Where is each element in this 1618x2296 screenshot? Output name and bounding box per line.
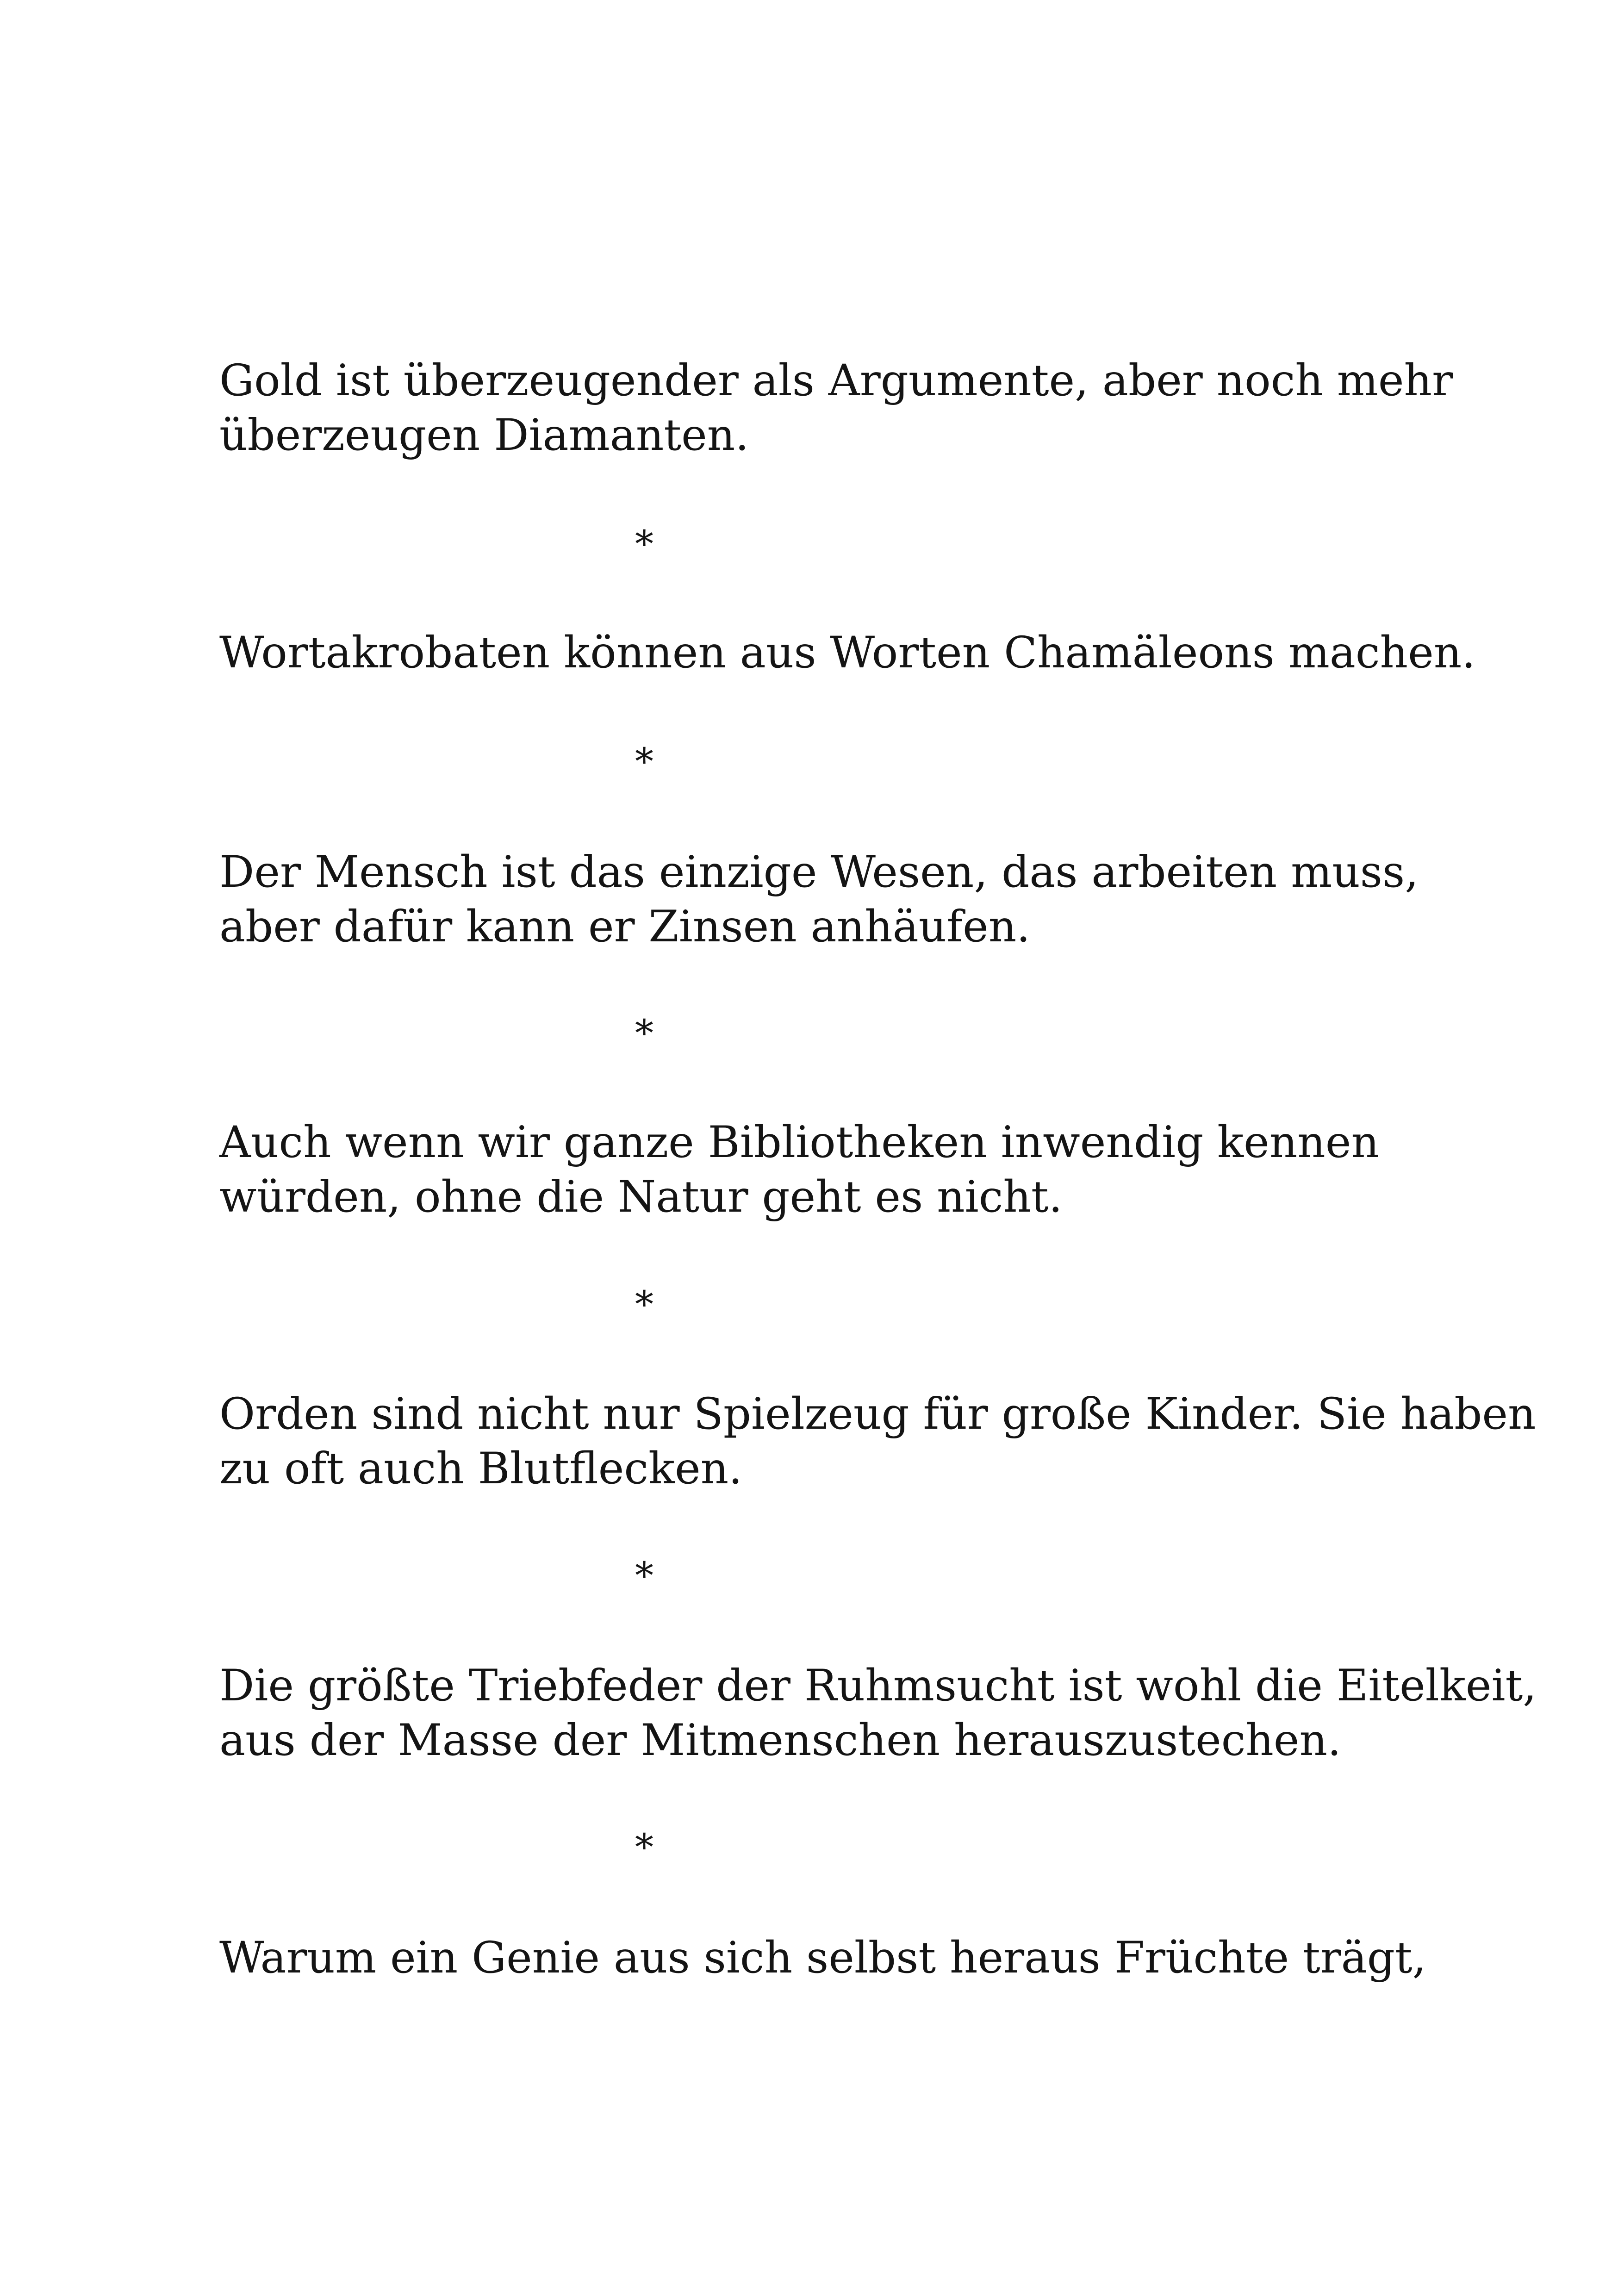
aphorism-1: [219, 354, 1469, 463]
aphorism-line: Die größte Triebfeder der Ruhmsucht ist wohl die Eitelkeit,: [219, 1661, 1537, 1711]
aphorism-line: aber dafür kann er Zinsen anhäufen.: [219, 902, 1031, 952]
separator-asterisk: *: [635, 1283, 653, 1326]
aphorism-line: Gold ist überzeugender als Argumente, aber noch mehr: [219, 355, 1453, 406]
aphorism-line: Auch wenn wir ganze Bibliotheken inwendig kennen: [219, 1117, 1380, 1168]
separator-asterisk: *: [635, 1826, 653, 1869]
aphorism-line: zu oft auch Blutflecken.: [219, 1444, 743, 1494]
aphorism-line: überzeugen Diamanten.: [219, 410, 749, 460]
aphorism-line: Orden sind nicht nur Spielzeug für große Kinder. Sie haben: [219, 1389, 1536, 1439]
aphorism-6: [219, 1659, 1537, 1768]
separator-asterisk: *: [635, 1554, 653, 1597]
separator-asterisk: *: [635, 740, 653, 783]
aphorism-4: [219, 1115, 1469, 1225]
aphorism-2: [219, 626, 1476, 680]
aphorism-5: [219, 1387, 1536, 1496]
aphorism-line: Warum ein Genie aus sich selbst heraus Früchte trägt,: [219, 1933, 1426, 1983]
aphorism-line: aus der Masse der Mitmenschen herauszustechen.: [219, 1715, 1341, 1766]
aphorism-line: würden, ohne die Natur geht es nicht.: [219, 1172, 1063, 1222]
aphorism-3: [219, 845, 1469, 954]
aphorism-line: Der Mensch ist das einzige Wesen, das arbeiten muss,: [219, 847, 1419, 897]
separator-asterisk: *: [635, 523, 653, 566]
separator-asterisk: *: [635, 1012, 653, 1055]
aphorism-line: Wortakrobaten können aus Worten Chamäleons machen.: [219, 628, 1476, 678]
aphorism-7: [219, 1931, 1469, 1985]
